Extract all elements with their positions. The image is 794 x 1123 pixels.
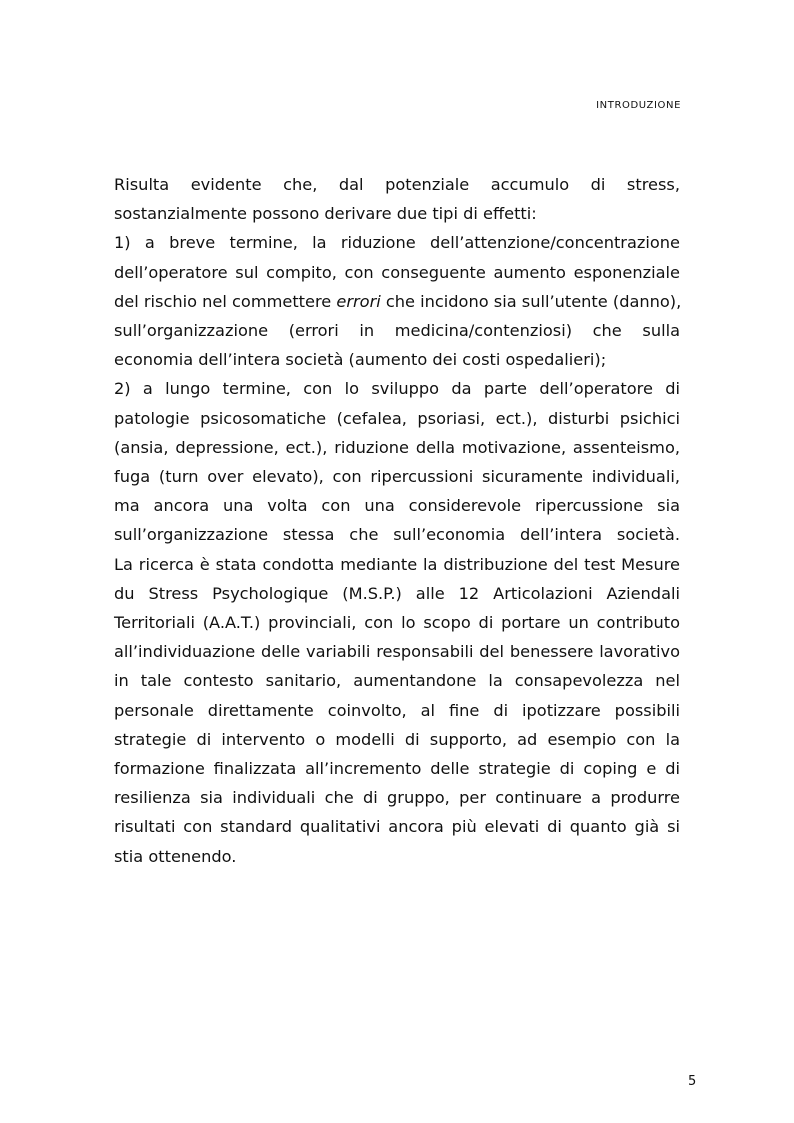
text-line: risultati con standard qualitativi ancora più elevati di quanto già si	[114, 817, 680, 837]
text-line: patologie psicosomatiche (cefalea, psoriasi, ect.), disturbi psichici	[114, 408, 680, 428]
text-line: in tale contesto sanitario, aumentandone la consapevolezza nel	[114, 671, 680, 691]
running-header: INTRODUZIONE	[596, 100, 681, 111]
emphasis-errori: errori	[336, 291, 381, 311]
text-line: dell’operatore sul compito, con conseguente aumento esponenziale	[114, 262, 680, 282]
text-segment: del rischio nel commettere	[114, 291, 337, 311]
text-line: 2) a lungo termine, con lo sviluppo da parte dell’operatore di	[114, 379, 680, 399]
text-line: formazione finalizzata all’incremento delle strategie di coping e di	[114, 759, 680, 779]
text-line: stia ottenendo.	[114, 846, 237, 866]
page-number: 5	[688, 1074, 697, 1089]
text-line: fuga (turn over elevato), con ripercussioni sicuramente individuali,	[114, 467, 680, 487]
text-line: personale direttamente coinvolto, al fine di ipotizzare possibili	[114, 700, 680, 720]
body-paragraph	[114, 170, 680, 871]
text-line: resilienza sia individuali che di gruppo, per continuare a produrre	[114, 788, 680, 808]
text-line	[114, 287, 680, 316]
text-line: ma ancora una volta con una considerevole ripercussione sia	[114, 496, 680, 516]
text-line: economia dell’intera società (aumento dei costi ospedalieri);	[114, 350, 607, 370]
text-line: La ricerca è stata condotta mediante la distribuzione del test Mesure	[114, 554, 680, 574]
text-line: sostanzialmente possono derivare due tipi di effetti:	[114, 204, 537, 224]
text-line: du Stress Psychologique (M.S.P.) alle 12 Articolazioni Aziendali	[114, 583, 680, 603]
text-line: Territoriali (A.A.T.) provinciali, con lo scopo di portare un contributo	[114, 613, 680, 633]
text-line: all’individuazione delle variabili responsabili del benessere lavorativo	[114, 642, 680, 662]
text-segment: che incidono sia sull’utente (danno),	[380, 291, 682, 311]
text-line: Risulta evidente che, dal potenziale accumulo di stress,	[114, 175, 680, 194]
text-line: strategie di intervento o modelli di supporto, ad esempio con la	[114, 729, 680, 749]
text-line: sull’organizzazione stessa che sull’economia dell’intera società.	[114, 525, 680, 545]
text-line: (ansia, depressione, ect.), riduzione della motivazione, assenteismo,	[114, 437, 680, 457]
text-line: sull’organizzazione (errori in medicina/contenziosi) che sulla	[114, 321, 680, 341]
text-line: 1) a breve termine, la riduzione dell’attenzione/concentrazione	[114, 233, 680, 253]
